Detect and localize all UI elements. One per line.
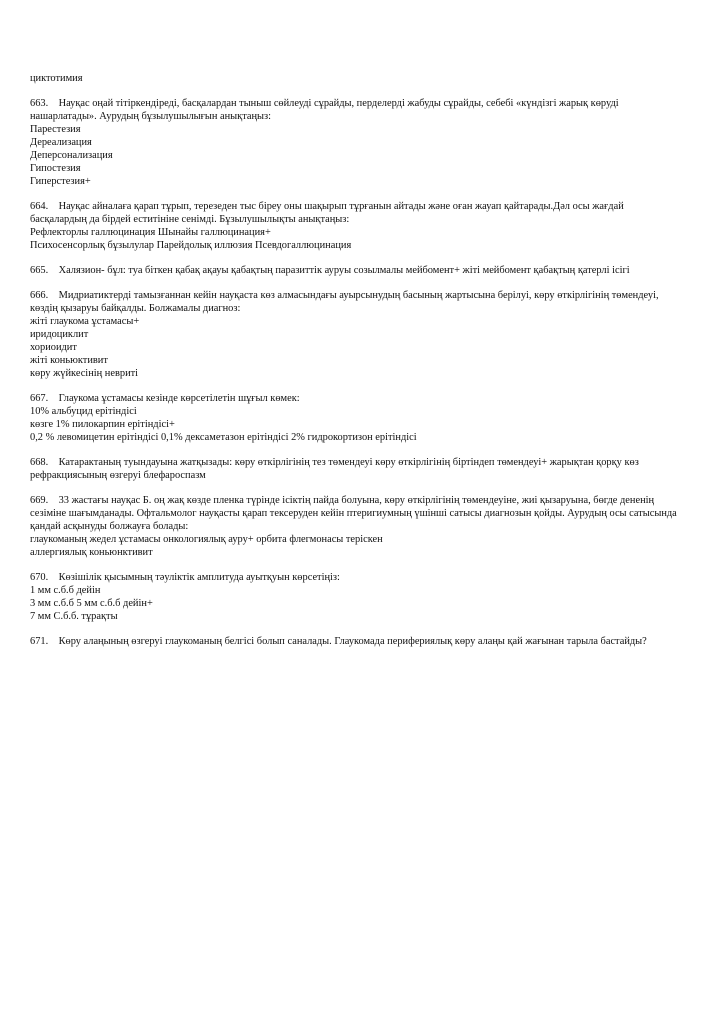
question-body: Мидриатиктерді тамызғаннан кейін науқаста көз алмасындағы ауырсынудың басының жартысына берілуі, көру өткірлігінің төмендеуі, көздің қызаруы байқалды. Болжамалы диагноз: — [30, 290, 662, 314]
question-text — [30, 289, 680, 315]
question-number: 663. — [30, 98, 49, 109]
question-number-gap — [48, 636, 58, 647]
question-body: Көру алаңының өзгеруі глаукоманың белгісі болып саналады. Глаукомада перифериялық көру алаңы қай жағынан тарыла бастайды? — [58, 636, 647, 647]
question-text — [30, 635, 680, 648]
question-number: 671. — [30, 636, 49, 647]
question-number-gap — [48, 201, 58, 212]
answer-option: аллергиялық коньюнктивит — [30, 547, 153, 558]
answer-option: 10% альбуцид ерітіндісі — [30, 406, 137, 417]
answer-option: Гиперстезия+ — [30, 176, 91, 187]
question-number: 664. — [30, 201, 49, 212]
question-number: 665. — [30, 265, 49, 276]
question-block — [30, 392, 680, 444]
question-block — [30, 456, 680, 482]
intro-text: циктотимия — [30, 73, 83, 84]
answer-option: 1 мм с.б.б дейін — [30, 585, 101, 596]
answer-option: Рефлекторлы галлюцинация Шынайы галлюцинация+ — [30, 227, 271, 238]
question-text — [30, 200, 680, 226]
answer-option: иридоциклит — [30, 329, 89, 340]
question-text — [30, 494, 680, 533]
question-text — [30, 264, 680, 277]
question-number: 669. — [30, 495, 49, 506]
question-block — [30, 97, 680, 188]
intro-block — [30, 72, 680, 85]
answer-option: жіті глаукома ұстамасы+ — [30, 316, 140, 327]
answer-option: Гипостезия — [30, 163, 81, 174]
answer-option: жіті коньюктивит — [30, 355, 108, 366]
question-number-gap — [48, 572, 58, 583]
question-body: Катарактаның туындауына жатқызады: көру өткірлігінің тез төмендеуі көру өткірлігінің біртіндеп төмендеуі+ жарықтан қорқу көз рефракциясының өзгеруі блефароспазм — [30, 457, 642, 481]
answer-option: көзге 1% пилокарпин ерітіндісі+ — [30, 419, 175, 430]
answer-option: Парестезия — [30, 124, 81, 135]
answer-option: 3 мм с.б.б 5 мм с.б.б дейін+ — [30, 598, 153, 609]
question-text — [30, 456, 680, 482]
question-number-gap — [48, 495, 58, 506]
question-body: Халязион- бұл: туа біткен қабақ ақауы қабақтың паразиттік ауруы созылмалы мейбомент+ жіті мейбомент қабақтың қатерлі ісігі — [58, 265, 630, 276]
answer-option: хориоидит — [30, 342, 77, 353]
answer-option: Дереализация — [30, 137, 92, 148]
question-body: 33 жастағы науқас Б. оң жақ көзде пленка түрінде ісіктің пайда болуына, көру өткірлігінің төмендеуіне, жиі қызаруына, бөгде дененің сезіміне шағымданады. Офтальмолог науқасты қарап тексеруден кейін птеригиумның үшінші сатысы диагнозын қойды. Аурудың осы сатысында қандай асқынуды болжауға болады: — [30, 495, 680, 532]
question-number-gap — [48, 265, 58, 276]
question-body: Науқас айналаға қарап тұрып, терезеден тыс біреу оны шақырып тұрғанын айтады және оған жауап қайтарады.Дәл осы жағдай басқалардың да бірдей еститініне сенімді. Бұзылушылықты анықтаңыз: — [30, 201, 627, 225]
question-number: 666. — [30, 290, 49, 301]
question-number-gap — [48, 457, 58, 468]
question-number-gap — [48, 393, 58, 404]
answer-option: Психосенсорлық бұзылулар Парейдолық иллюзия Псевдогаллюцинация — [30, 240, 352, 251]
question-number-gap — [48, 98, 58, 109]
question-text — [30, 392, 680, 405]
question-text — [30, 97, 680, 123]
question-block — [30, 200, 680, 252]
question-body: Көзішілік қысымның тәуліктік амплитуда ауытқуын көрсетіңіз: — [58, 572, 340, 583]
answer-option: көру жүйкесінің невриті — [30, 368, 139, 379]
document-content — [30, 72, 680, 648]
answer-option: глаукоманың жедел ұстамасы онкологиялық ауру+ орбита флегмонасы теріскен — [30, 534, 383, 545]
question-number-gap — [48, 290, 58, 301]
question-block — [30, 264, 680, 277]
answer-option: Деперсонализация — [30, 150, 113, 161]
question-block — [30, 571, 680, 623]
question-block — [30, 494, 680, 559]
question-body: Науқас оңай тітіркендіреді, басқалардан тыныш сөйлеуді сұрайды, перделерді жабуды сұрайды, себебі «күндізгі жарық көруді нашарлатады». Аурудың бұзылушылығын анықтаңыз: — [30, 98, 622, 122]
question-body: Глаукома ұстамасы кезінде көрсетілетін шұғыл көмек: — [58, 393, 300, 404]
question-number: 668. — [30, 457, 49, 468]
question-block — [30, 635, 680, 648]
question-block — [30, 289, 680, 380]
answer-option: 0,2 % левомицетин ерітіндісі 0,1% дексаметазон ерітіндісі 2% гидрокортизон ерітіндісі — [30, 432, 417, 443]
question-text — [30, 571, 680, 584]
answer-option: 7 мм С.б.б. тұрақты — [30, 611, 118, 622]
question-number: 667. — [30, 393, 49, 404]
question-number: 670. — [30, 572, 49, 583]
